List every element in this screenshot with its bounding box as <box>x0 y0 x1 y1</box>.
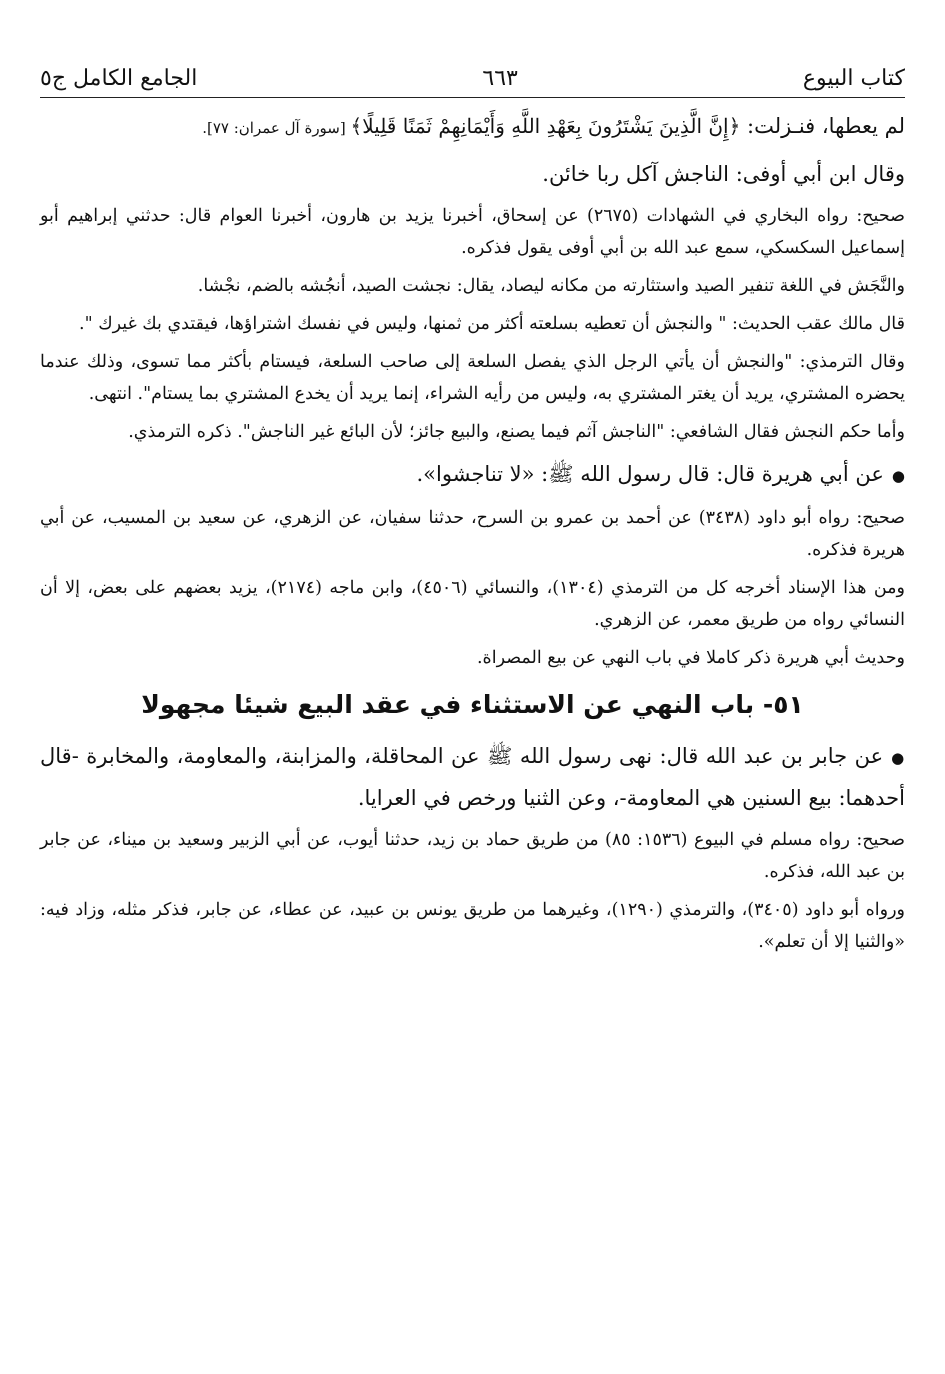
paragraph-commentary: صحيح: رواه مسلم في البيوع (١٥٣٦: ٨٥) من طريق حماد بن زيد، حدثنا أيوب، عن أبي الزبير وسعيد بن ميناء، عن جابر بن عبد الله، فذكره. <box>40 830 905 882</box>
paragraph-hadith-text: وقال ابن أبي أوفى: الناجش آكل ربا خائن. <box>542 162 905 186</box>
paragraph-hadith-bullet: ● عن جابر بن عبد الله قال: نهى رسول الله ﷺ عن المحاقلة، والمزابنة، والمعاومة، والمخابرة -قال أحدهما: بيع السنين هي المعاومة-، وعن الثنيا ورخص في العرايا. <box>40 736 905 818</box>
paragraph-commentary: والنَّجَش في اللغة تنفير الصيد واستثارته من مكانه ليصاد، يقال: نجشت الصيد، أنجُشه بالضم، نجْشا. <box>197 276 905 296</box>
paragraph-commentary: ورواه أبو داود (٣٤٠٥)، والترمذي (١٢٩٠)، وغيرهما من طريق يونس بن عبيد، عن عطاء، عن جابر، فذكر مثله، وزاد فيه: «والثنيا إلا أن تعلم». <box>40 900 905 952</box>
page-header <box>40 55 905 98</box>
paragraph-commentary: صحيح: رواه أبو داود (٣٤٣٨) عن أحمد بن عمرو بن السرح، حدثنا سفيان، عن الزهري، عن سعيد بن المسيب، عن أبي هريرة فذكره. <box>40 508 906 560</box>
page <box>40 55 905 964</box>
paragraph-commentary: وأما حكم النجش فقال الشافعي: "الناجش آثم فيما يصنع، والبيع جائز؛ لأن البائع غير الناجش". ذكره الترمذي. <box>128 422 905 442</box>
paragraph-commentary: صحيح: رواه البخاري في الشهادات (٢٦٧٥) عن إسحاق، أخبرنا يزيد بن هارون، أخبرنا العوام قال: حدثني إبراهيم أبو إسماعيل السكسكي، سمع عبد الله بن أبي أوفى يقول فذكره. <box>40 206 905 258</box>
paragraph-commentary: قال مالك عقب الحديث: " والنجش أن تعطيه بسلعته أكثر من ثمنها، وليس في نفسك اشتراؤها، فيقتدي بك غيرك ". <box>79 314 905 334</box>
verse-reference: [سورة آل عمران: ٧٧]. <box>202 119 351 137</box>
page-content <box>40 106 905 958</box>
book-title: الجامع الكامل ج٥ <box>40 66 198 91</box>
chapter-heading: ٥١- باب النهي عن الاستثناء في عقد البيع شيئا مجهولا <box>141 690 804 719</box>
book-chapter-title: كتاب البيوع <box>802 66 905 91</box>
verse-intro: لم يعطها، فنـزلت: <box>740 114 905 138</box>
page-number: ٦٦٣ <box>482 66 518 91</box>
quran-verse: ﴿إِنَّ الَّذِينَ يَشْتَرُونَ بِعَهْدِ اللَّهِ وَأَيْمَانِهِمْ ثَمَنًا قَلِيلًا﴾ <box>350 114 741 138</box>
paragraph-hadith-bullet: ● عن أبي هريرة قال: قال رسول الله ﷺ: «لا تناجشوا». <box>40 454 905 496</box>
paragraph-verse <box>40 106 905 148</box>
paragraph-commentary: وحديث أبي هريرة ذكر كاملا في باب النهي عن بيع المصراة. <box>476 648 905 668</box>
paragraph-commentary: ومن هذا الإسناد أخرجه كل من الترمذي (١٣٠٤)، والنسائي (٤٥٠٦)، وابن ماجه (٢١٧٤)، يزيد بعضهم على بعض، إلا أن النسائي رواه من طريق معمر، عن الزهري. <box>40 578 905 630</box>
paragraph-commentary: وقال الترمذي: "والنجش أن يأتي الرجل الذي يفصل السلعة إلى صاحب السلعة، فيستام بأكثر مما تسوى، وذلك عندما يحضره المشتري، يريد أن يغتر المشتري به، وليس من رأيه الشراء، إنما يريد أن يخدع المشتري بما يستام". انتهى. <box>40 352 905 404</box>
